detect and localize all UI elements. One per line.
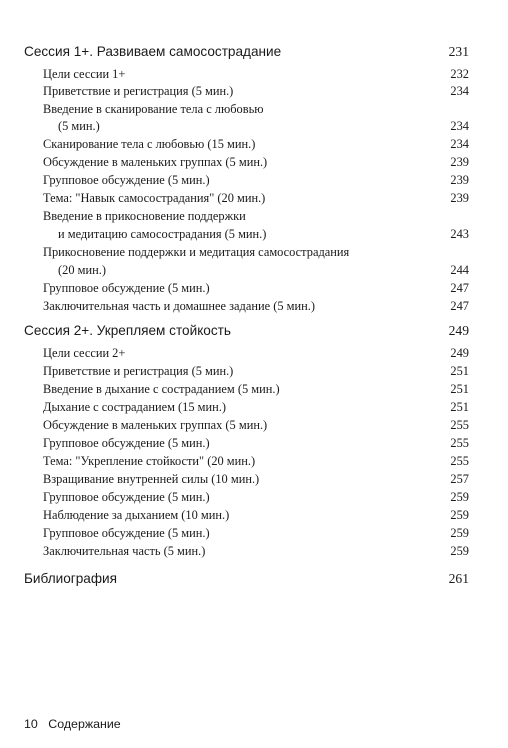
entry-title: Обсуждение в маленьких группах (5 мин.) bbox=[43, 155, 268, 169]
entry-page: 255 bbox=[450, 454, 469, 468]
section-page: 249 bbox=[448, 323, 469, 338]
entry-title: Введение в сканирование тела с любовью bbox=[43, 102, 264, 116]
entry-title: Приветствие и регистрация (5 мин.) bbox=[43, 84, 234, 98]
entry-title: Групповое обсуждение (5 мин.) bbox=[43, 436, 210, 450]
section-title: Сессия 1+. Развиваем самосострадание bbox=[24, 44, 282, 59]
entry-page: 234 bbox=[450, 119, 469, 133]
section-page: 261 bbox=[448, 571, 469, 586]
entry-title: Групповое обсуждение (5 мин.) bbox=[43, 173, 210, 187]
entry-title: Цели сессии 1+ bbox=[43, 67, 126, 81]
entry-title: (5 мин.) bbox=[58, 119, 100, 133]
entry-title: Заключительная часть (5 мин.) bbox=[43, 544, 206, 558]
entry-title: Групповое обсуждение (5 мин.) bbox=[43, 281, 210, 295]
entry-page: 257 bbox=[450, 472, 469, 486]
entry-page: 234 bbox=[450, 84, 469, 98]
entry-page: 243 bbox=[450, 227, 469, 241]
entry-title: Цели сессии 2+ bbox=[43, 346, 126, 360]
entry-page: 244 bbox=[450, 263, 469, 277]
entry-title: Наблюдение за дыханием (10 мин.) bbox=[43, 508, 230, 522]
entry-title: Обсуждение в маленьких группах (5 мин.) bbox=[43, 418, 268, 432]
entry-title: Приветствие и регистрация (5 мин.) bbox=[43, 364, 234, 378]
entry-title: Взращивание внутренней силы (10 мин.) bbox=[43, 472, 260, 486]
entry-title: Тема: "Навык самосострадания" (20 мин.) bbox=[43, 191, 266, 205]
entry-page: 251 bbox=[450, 364, 469, 378]
entry-page: 259 bbox=[450, 526, 469, 540]
entry-page: 255 bbox=[450, 418, 469, 432]
entry-page: 255 bbox=[450, 436, 469, 450]
entry-page: 249 bbox=[450, 346, 469, 360]
entry-page: 259 bbox=[450, 544, 469, 558]
entry-page: 247 bbox=[450, 281, 469, 295]
entry-page: 251 bbox=[450, 382, 469, 396]
page-footer bbox=[24, 717, 121, 731]
entry-title: Тема: "Укрепление стойкости" (20 мин.) bbox=[43, 454, 256, 468]
entry-title: Прикосновение поддержки и медитация самосострадания bbox=[43, 245, 350, 259]
entry-title: и медитацию самосострадания (5 мин.) bbox=[58, 227, 267, 241]
entry-page: 259 bbox=[450, 490, 469, 504]
footer-page-number: 10 bbox=[24, 717, 38, 731]
entry-page: 259 bbox=[450, 508, 469, 522]
entry-page: 234 bbox=[450, 137, 469, 151]
section-page: 231 bbox=[448, 44, 469, 59]
entry-page: 251 bbox=[450, 400, 469, 414]
entry-title: (20 мин.) bbox=[58, 263, 106, 277]
entry-title: Введение в прикосновение поддержки bbox=[43, 209, 246, 223]
section-title: Сессия 2+. Укрепляем стойкость bbox=[24, 323, 231, 338]
entry-title: Заключительная часть и домашнее задание (5 мин.) bbox=[43, 299, 315, 313]
entry-page: 239 bbox=[450, 191, 469, 205]
entry-title: Групповое обсуждение (5 мин.) bbox=[43, 526, 210, 540]
footer-label: Содержание bbox=[48, 717, 121, 731]
entry-page: 239 bbox=[450, 173, 469, 187]
entry-title: Дыхание с состраданием (15 мин.) bbox=[43, 400, 226, 414]
entry-title: Введение в дыхание с состраданием (5 мин.) bbox=[43, 382, 280, 396]
entry-page: 247 bbox=[450, 299, 469, 313]
entry-title: Групповое обсуждение (5 мин.) bbox=[43, 490, 210, 504]
entry-page: 239 bbox=[450, 155, 469, 169]
entry-page: 232 bbox=[450, 67, 469, 81]
entry-title: Сканирование тела с любовью (15 мин.) bbox=[43, 137, 256, 151]
section-title: Библиография bbox=[24, 571, 117, 586]
